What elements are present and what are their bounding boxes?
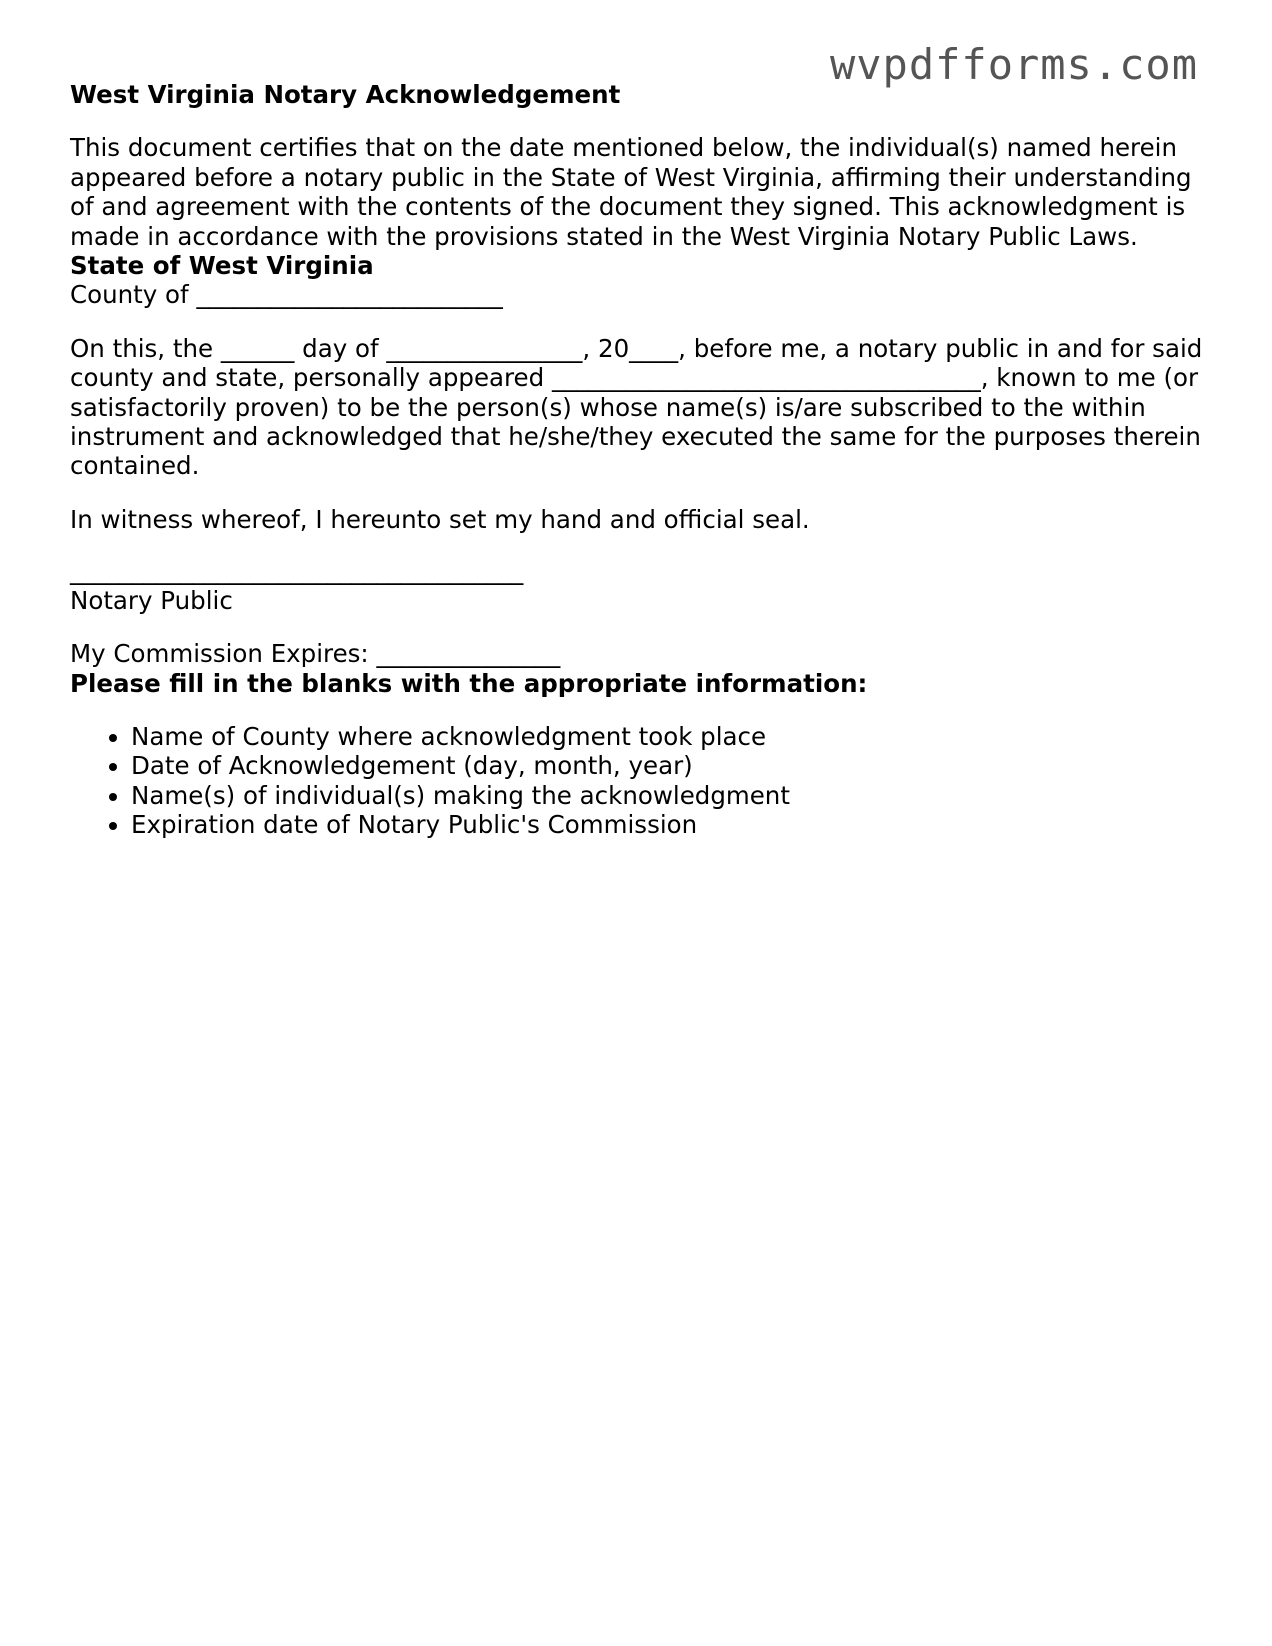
commission-line: My Commission Expires: _______________ (70, 639, 561, 669)
fill-instructions-list (70, 722, 1210, 840)
list-item: • Name of County where acknowledgment took place (131, 722, 1210, 751)
signature-line: _____________________________________ (70, 556, 524, 586)
watermark-logo: wvpdfforms.com (829, 40, 1198, 89)
list-item: • Expiration date of Notary Public's Commission (131, 810, 1210, 839)
fill-instructions-heading: Please fill in the blanks with the appropriate information: (70, 668, 868, 698)
state-heading: State of West Virginia (70, 251, 374, 281)
list-item: • Name(s) of individual(s) making the acknowledgment (131, 781, 1210, 810)
acknowledgment-paragraph: On this, the ______ day of ________________, 20____, before me, a notary public in and for said county and state, personally appeared ___________________________________, known to me (or satisfactorily proven) to be the person(s) whose name(s) is/are subscribed to the within instrument and acknowledged that he/she/they executed the same for the purposes therein contained. (70, 333, 1203, 481)
county-line: County of _________________________ (70, 280, 503, 310)
signature-label: Notary Public (70, 585, 233, 615)
list-item: • Date of Acknowledgement (day, month, year) (131, 751, 1210, 780)
witness-line: In witness whereof, I hereunto set my hand and official seal. (70, 504, 810, 534)
document-title: West Virginia Notary Acknowledgement (70, 80, 621, 109)
document-body (70, 80, 1210, 840)
intro-paragraph: This document certifies that on the date mentioned below, the individual(s) named herein appeared before a notary public in the State of West Virginia, affirming their understanding of and agreement with the contents of the document they signed. This acknowledgment is made in accordance with the provisions stated in the West Virginia Notary Public Laws. (70, 133, 1192, 251)
